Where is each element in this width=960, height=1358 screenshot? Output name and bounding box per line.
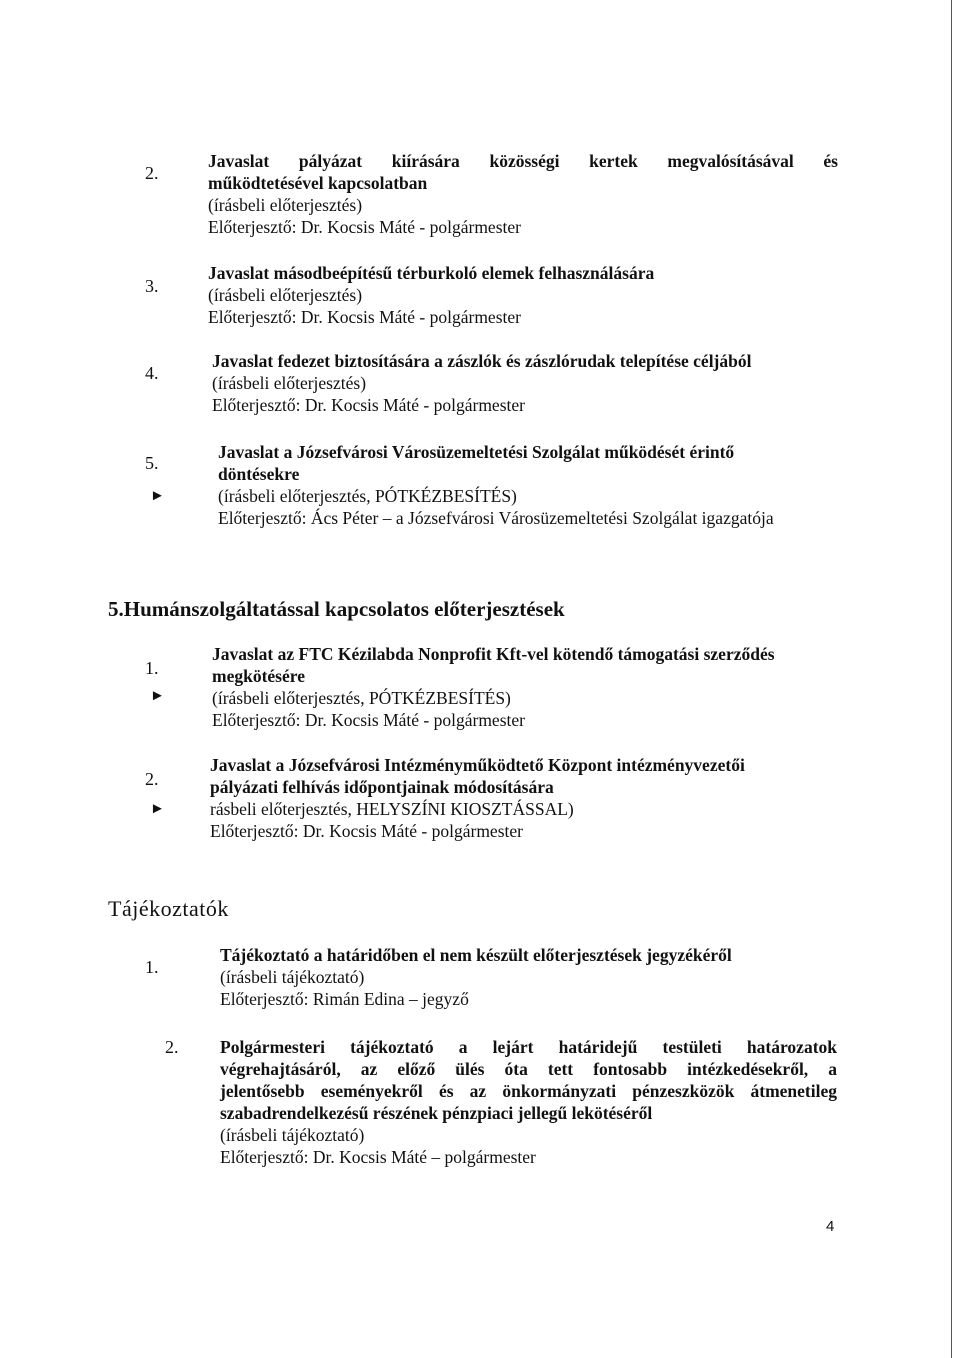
item-title-line: Javaslat pályázat kiírására közösségi kertek megvalósításával és <box>208 151 838 171</box>
item-presenter: Előterjesztő: Ács Péter – a Józsefvárosi Városüzemeltetési Szolgálat igazgatója <box>218 508 774 528</box>
item-body <box>220 944 840 1010</box>
item-type: (írásbeli tájékoztató) <box>220 967 365 987</box>
item-number: 2. <box>145 769 159 789</box>
item-body <box>212 643 852 731</box>
item-number: 4. <box>145 363 159 383</box>
item-number: 1. <box>145 658 159 678</box>
item-number: 3. <box>145 276 159 296</box>
item-presenter: Előterjesztő: Dr. Kocsis Máté – polgármester <box>220 1147 536 1167</box>
item-presenter: Előterjesztő: Dr. Kocsis Máté - polgármester <box>212 710 525 730</box>
item-title-line: Javaslat a Józsefvárosi Intézményműködtető Központ intézményvezetői <box>210 755 745 775</box>
section-heading-information: Tájékoztatók <box>108 896 229 921</box>
item-presenter: Előterjesztő: Dr. Kocsis Máté - polgármester <box>210 821 523 841</box>
item-title-line: szabadrendelkezésű részének pénzpiaci jellegű lekötéséről <box>220 1103 653 1123</box>
scan-edge-line <box>951 0 952 1358</box>
item-title-line: működtetésével kapcsolatban <box>208 173 428 193</box>
item-title-line: megkötésére <box>212 666 305 686</box>
arrow-marker-icon: ► <box>150 801 165 817</box>
item-body <box>218 441 868 529</box>
item-number: 1. <box>145 957 159 977</box>
item-number: 2. <box>165 1037 179 1057</box>
item-body <box>220 1036 837 1168</box>
item-type: (írásbeli előterjesztés) <box>208 195 363 215</box>
item-presenter: Előterjesztő: Rimán Edina – jegyző <box>220 989 469 1009</box>
item-type: rásbeli előterjesztés, HELYSZÍNI KIOSZTÁSSAL) <box>210 799 574 819</box>
item-title-line: Polgármesteri tájékoztató a lejárt határidejű testületi határozatok <box>220 1037 837 1057</box>
item-title-line: Javaslat az FTC Kézilabda Nonprofit Kft-vel kötendő támogatási szerződés <box>212 644 775 664</box>
item-title-line: Javaslat másodbeépítésű térburkoló elemek felhasználására <box>208 263 655 283</box>
item-number: 5. <box>145 453 159 473</box>
item-body <box>208 262 838 328</box>
item-title-line: Javaslat a Józsefvárosi Városüzemeltetési Szolgálat működését érintő <box>218 442 735 462</box>
item-title-line: pályázati felhívás időpontjainak módosítására <box>210 777 554 797</box>
item-title-line: döntésekre <box>218 464 300 484</box>
item-body <box>212 350 842 416</box>
item-type: (írásbeli előterjesztés, PÓTKÉZBESÍTÉS) <box>212 688 511 708</box>
item-presenter: Előterjesztő: Dr. Kocsis Máté - polgármester <box>212 395 525 415</box>
item-body <box>208 150 838 238</box>
item-type: (írásbeli előterjesztés) <box>208 285 363 305</box>
item-presenter: Előterjesztő: Dr. Kocsis Máté - polgármester <box>208 307 521 327</box>
arrow-marker-icon: ► <box>150 488 165 504</box>
arrow-marker-icon: ► <box>150 688 165 704</box>
item-number: 2. <box>145 163 159 183</box>
item-title-line: végrehajtásáról, az előző ülés óta tett fontosabb intézkedésekről, a <box>220 1059 837 1079</box>
item-body <box>210 754 850 842</box>
item-type: (írásbeli előterjesztés) <box>212 373 367 393</box>
item-presenter: Előterjesztő: Dr. Kocsis Máté - polgármester <box>208 217 521 237</box>
item-type: (írásbeli tájékoztató) <box>220 1125 365 1145</box>
item-type: (írásbeli előterjesztés, PÓTKÉZBESÍTÉS) <box>218 486 517 506</box>
item-title-line: jelentősebb eseményekről és az önkormányzati pénzeszközök átmenetileg <box>220 1081 837 1101</box>
item-title-line: Javaslat fedezet biztosítására a zászlók és zászlórudak telepítése céljából <box>212 351 752 371</box>
page-number: 4 <box>826 1218 835 1235</box>
section-heading-human-services: 5.Humánszolgáltatással kapcsolatos előterjesztések <box>108 597 565 621</box>
item-title-line: Tájékoztató a határidőben el nem készült előterjesztések jegyzékéről <box>220 945 732 965</box>
